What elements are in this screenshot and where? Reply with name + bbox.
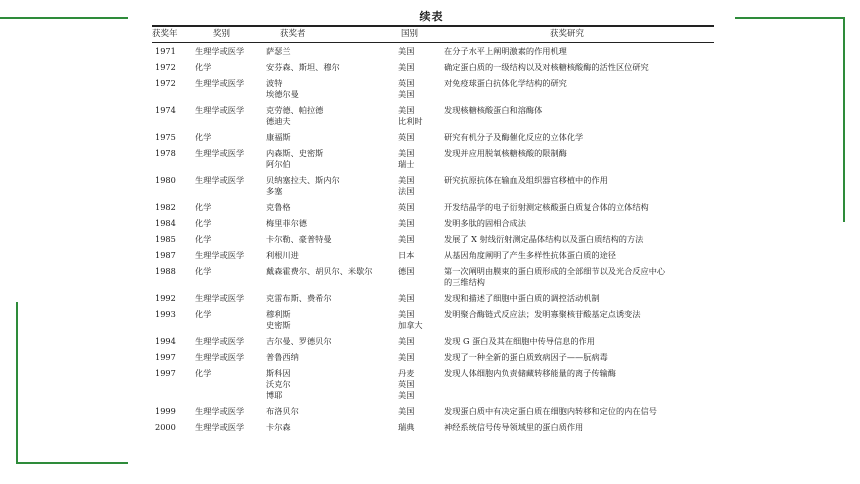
cell-category (195, 62, 261, 73)
decorative-line-top-right (735, 17, 845, 19)
category-text: 生理学或医学 (195, 46, 245, 56)
research-line: 的三维结构 (444, 277, 485, 287)
winner-line: 贝纳塞拉夫、斯内尔 (266, 175, 340, 185)
cell-winner (266, 78, 394, 100)
country-line: 法国 (398, 186, 415, 196)
category-text: 生理学或医学 (195, 250, 245, 260)
cell-winner (266, 250, 394, 261)
category-text: 生理学或医学 (195, 336, 245, 346)
year-text: 1971 (155, 46, 176, 56)
winner-line: 斯科因 (266, 368, 291, 378)
year-text: 1975 (155, 132, 176, 142)
cell-year (155, 62, 191, 73)
winner-line: 埃德尔曼 (266, 89, 299, 99)
winner-line: 戴森霍费尔、胡贝尔、米歇尔 (266, 266, 373, 276)
cell-research (444, 132, 716, 143)
cell-country (398, 422, 438, 433)
cell-country (398, 175, 438, 197)
cell-research (444, 266, 716, 288)
winner-line: 波特 (266, 78, 283, 88)
country-line: 美国 (398, 390, 415, 400)
research-line: 研究抗原抗体在输血及组织器官移植中的作用 (444, 175, 608, 185)
cell-category (195, 234, 261, 245)
cell-category (195, 202, 261, 213)
research-line: 发现 G 蛋白及其在细胞中传导信息的作用 (444, 336, 595, 346)
cell-research (444, 234, 716, 245)
cell-category (195, 368, 261, 379)
cell-winner (266, 309, 394, 331)
year-text: 1987 (155, 250, 176, 260)
cell-country (398, 234, 438, 245)
category-text: 生理学或医学 (195, 293, 245, 303)
cell-country (398, 336, 438, 347)
cell-winner (266, 422, 394, 433)
research-line: 开发结晶学的电子衍射测定核酸蛋白质复合体的立体结构 (444, 202, 649, 212)
cell-year (155, 78, 191, 89)
country-line: 瑞士 (398, 159, 415, 169)
country-line: 美国 (398, 293, 415, 303)
cell-country (398, 202, 438, 213)
cell-year (155, 234, 191, 245)
country-line: 美国 (398, 234, 415, 244)
country-line: 英国 (398, 202, 415, 212)
table-row (128, 266, 735, 288)
header-winner: 获奖者 (280, 29, 306, 39)
year-text: 1999 (155, 406, 176, 416)
cell-research (444, 202, 716, 213)
category-text: 生理学或医学 (195, 406, 245, 416)
cell-country (398, 105, 438, 127)
cell-category (195, 293, 261, 304)
cell-country (398, 148, 438, 170)
table-row (128, 132, 735, 143)
year-text: 1997 (155, 368, 176, 378)
research-line: 发现和描述了细胞中蛋白质的调控活动机制 (444, 293, 600, 303)
winner-line: 德迪夫 (266, 116, 291, 126)
cell-winner (266, 148, 394, 170)
cell-category (195, 46, 261, 57)
winner-line: 克雷布斯、费希尔 (266, 293, 332, 303)
cell-winner (266, 352, 394, 363)
winner-line: 梅里菲尔德 (266, 218, 307, 228)
table-top-rule (152, 25, 714, 27)
winner-line: 阿尔伯 (266, 159, 291, 169)
research-line: 发明多肽的固相合成法 (444, 218, 526, 228)
research-line: 神经系统信号传导领域里的蛋白质作用 (444, 422, 584, 432)
country-line: 英国 (398, 78, 415, 88)
research-line: 对免疫球蛋白抗体化学结构的研究 (444, 78, 567, 88)
table-row (128, 250, 735, 261)
country-line: 美国 (398, 352, 415, 362)
research-line: 第一次阐明由膜束的蛋白质形成的全部细节以及光合反应中心 (444, 266, 666, 276)
category-text: 生理学或医学 (195, 175, 245, 185)
cell-country (398, 309, 438, 331)
country-line: 美国 (398, 218, 415, 228)
cell-research (444, 78, 716, 89)
decorative-line-right (843, 17, 845, 222)
cell-country (398, 62, 438, 73)
table-row (128, 234, 735, 245)
research-line: 从基因角度阐明了产生多样性抗体蛋白质的途径 (444, 250, 616, 260)
research-line: 发现了一种全新的蛋白质致病因子——朊病毒 (444, 352, 608, 362)
cell-winner (266, 202, 394, 213)
year-text: 1978 (155, 148, 176, 158)
cell-research (444, 250, 716, 261)
year-text: 2000 (155, 422, 176, 432)
category-text: 化学 (195, 218, 212, 228)
country-line: 美国 (398, 336, 415, 346)
table-row (128, 309, 735, 331)
page-cutoff (128, 459, 735, 468)
cell-research (444, 46, 716, 57)
winner-line: 卡尔勒、豪普特曼 (266, 234, 332, 244)
year-text: 1972 (155, 78, 176, 88)
research-line: 发现并应用脱氧核糖核酸的限制酶 (444, 148, 567, 158)
cell-category (195, 406, 261, 417)
table-row (128, 406, 735, 417)
table-row (128, 218, 735, 229)
category-text: 化学 (195, 62, 212, 72)
cell-research (444, 105, 716, 116)
cell-country (398, 406, 438, 417)
cell-country (398, 368, 438, 401)
table-row (128, 422, 735, 433)
year-text: 1974 (155, 105, 176, 115)
country-line: 美国 (398, 105, 415, 115)
category-text: 生理学或医学 (195, 148, 245, 158)
year-text: 1972 (155, 62, 176, 72)
cell-category (195, 422, 261, 433)
cell-category (195, 105, 261, 116)
table-title: 续表 (419, 10, 444, 23)
country-line: 美国 (398, 175, 415, 185)
cell-category (195, 218, 261, 229)
research-line: 发现核糖核酸蛋白和溶酶体 (444, 105, 543, 115)
cell-research (444, 293, 716, 304)
cell-winner (266, 46, 394, 57)
research-line: 发现蛋白质中有决定蛋白质在细胞内转移和定位的内在信号 (444, 406, 657, 416)
cell-research (444, 368, 716, 379)
category-text: 生理学或医学 (195, 78, 245, 88)
country-line: 英国 (398, 132, 415, 142)
research-line: 发明聚合酶链式反应法；发明寡聚核苷酸基定点诱变法 (444, 309, 641, 319)
cell-year (155, 368, 191, 379)
cell-research (444, 422, 716, 433)
table-row (128, 336, 735, 347)
winner-line: 布洛贝尔 (266, 406, 299, 416)
cell-country (398, 293, 438, 304)
category-text: 化学 (195, 309, 212, 319)
table-row (128, 352, 735, 363)
cell-category (195, 309, 261, 320)
category-text: 生理学或医学 (195, 422, 245, 432)
category-text: 化学 (195, 202, 212, 212)
winner-line: 沃克尔 (266, 379, 291, 389)
cell-research (444, 148, 716, 159)
cell-category (195, 78, 261, 89)
cell-year (155, 105, 191, 116)
cell-category (195, 250, 261, 261)
country-line: 美国 (398, 46, 415, 56)
cell-year (155, 352, 191, 363)
winner-line: 史密斯 (266, 320, 291, 330)
category-text: 化学 (195, 266, 212, 276)
cell-winner (266, 175, 394, 197)
research-line: 确定蛋白质的一级结构以及对核糖核酸酶的活性区位研究 (444, 62, 649, 72)
cell-year (155, 422, 191, 433)
winner-line: 克鲁格 (266, 202, 291, 212)
winner-line: 利根川进 (266, 250, 299, 260)
header-year: 获奖年 (152, 29, 178, 39)
cell-research (444, 309, 716, 320)
cell-category (195, 175, 261, 186)
table-row (128, 368, 735, 401)
cell-research (444, 336, 716, 347)
winner-line: 吉尔曼、罗德贝尔 (266, 336, 332, 346)
category-text: 化学 (195, 368, 212, 378)
year-text: 1985 (155, 234, 176, 244)
table-row (128, 62, 735, 73)
cell-year (155, 46, 191, 57)
document-page (128, 0, 735, 468)
cell-research (444, 175, 716, 186)
header-research: 获奖研究 (550, 29, 585, 39)
cell-research (444, 406, 716, 417)
country-line: 德国 (398, 266, 415, 276)
winner-line: 多塞 (266, 186, 283, 196)
cell-country (398, 218, 438, 229)
cell-year (155, 132, 191, 143)
cell-year (155, 218, 191, 229)
country-line: 美国 (398, 62, 415, 72)
research-line: 研究有机分子及酶催化反应的立体化学 (444, 132, 584, 142)
country-line: 比利时 (398, 116, 423, 126)
research-line: 发现人体细胞内负责储藏转移能量的离子传输酶 (444, 368, 616, 378)
country-line: 美国 (398, 309, 415, 319)
winner-line: 博耶 (266, 390, 283, 400)
country-line: 美国 (398, 406, 415, 416)
winner-line: 穆利斯 (266, 309, 291, 319)
cell-research (444, 352, 716, 363)
year-text: 1980 (155, 175, 176, 185)
category-text: 生理学或医学 (195, 105, 245, 115)
cell-year (155, 202, 191, 213)
cell-winner (266, 132, 394, 143)
table-row (128, 175, 735, 197)
winner-line: 萨瑟兰 (266, 46, 291, 56)
year-text: 1993 (155, 309, 176, 319)
cell-year (155, 250, 191, 261)
country-line: 日本 (398, 250, 415, 260)
cell-category (195, 148, 261, 159)
winner-line: 康福斯 (266, 132, 291, 142)
cell-country (398, 250, 438, 261)
year-text: 1997 (155, 352, 176, 362)
cell-winner (266, 105, 394, 127)
table-row (128, 78, 735, 100)
country-line: 加拿大 (398, 320, 423, 330)
winner-line: 卡尔森 (266, 422, 291, 432)
cell-year (155, 336, 191, 347)
decorative-line-left (16, 302, 18, 464)
winner-line: 内森斯、史密斯 (266, 148, 324, 158)
cell-country (398, 46, 438, 57)
table-row (128, 202, 735, 213)
decorative-line-bottom (16, 462, 128, 464)
category-text: 化学 (195, 234, 212, 244)
country-line: 丹麦 (398, 368, 415, 378)
research-line: 发展了 X 射线衍射测定晶体结构以及蛋白质结构的方法 (444, 234, 644, 244)
header-category: 奖别 (213, 29, 231, 39)
category-text: 化学 (195, 132, 212, 142)
year-text: 1992 (155, 293, 176, 303)
table-row (128, 46, 735, 57)
country-line: 英国 (398, 379, 415, 389)
year-text: 1984 (155, 218, 176, 228)
cell-winner (266, 62, 394, 73)
table-row (128, 105, 735, 127)
year-text: 1988 (155, 266, 176, 276)
country-line: 美国 (398, 89, 415, 99)
cell-country (398, 132, 438, 143)
cell-winner (266, 368, 394, 401)
cell-category (195, 336, 261, 347)
cell-year (155, 175, 191, 186)
cell-winner (266, 266, 394, 277)
country-line: 瑞典 (398, 422, 415, 432)
cell-research (444, 218, 716, 229)
year-text: 1982 (155, 202, 176, 212)
decorative-line-top-left (0, 17, 128, 19)
winner-line: 克劳德、帕拉德 (266, 105, 324, 115)
cell-category (195, 132, 261, 143)
cell-year (155, 406, 191, 417)
cell-year (155, 148, 191, 159)
cell-year (155, 293, 191, 304)
cell-category (195, 266, 261, 277)
cell-category (195, 352, 261, 363)
country-line: 美国 (398, 148, 415, 158)
winner-line: 普鲁西纳 (266, 352, 299, 362)
table-header-rule (152, 42, 714, 43)
year-text: 1994 (155, 336, 176, 346)
cell-winner (266, 293, 394, 304)
cell-country (398, 352, 438, 363)
research-line: 在分子水平上阐明激素的作用机理 (444, 46, 567, 56)
cell-country (398, 266, 438, 277)
category-text: 生理学或医学 (195, 352, 245, 362)
cell-winner (266, 218, 394, 229)
table-row (128, 293, 735, 304)
winner-line: 安芬森、斯坦、穆尔 (266, 62, 340, 72)
cell-year (155, 266, 191, 277)
table-row (128, 148, 735, 170)
cell-winner (266, 336, 394, 347)
cell-winner (266, 234, 394, 245)
cell-country (398, 78, 438, 100)
header-country: 国别 (401, 29, 419, 39)
cell-winner (266, 406, 394, 417)
cell-year (155, 309, 191, 320)
cell-research (444, 62, 716, 73)
